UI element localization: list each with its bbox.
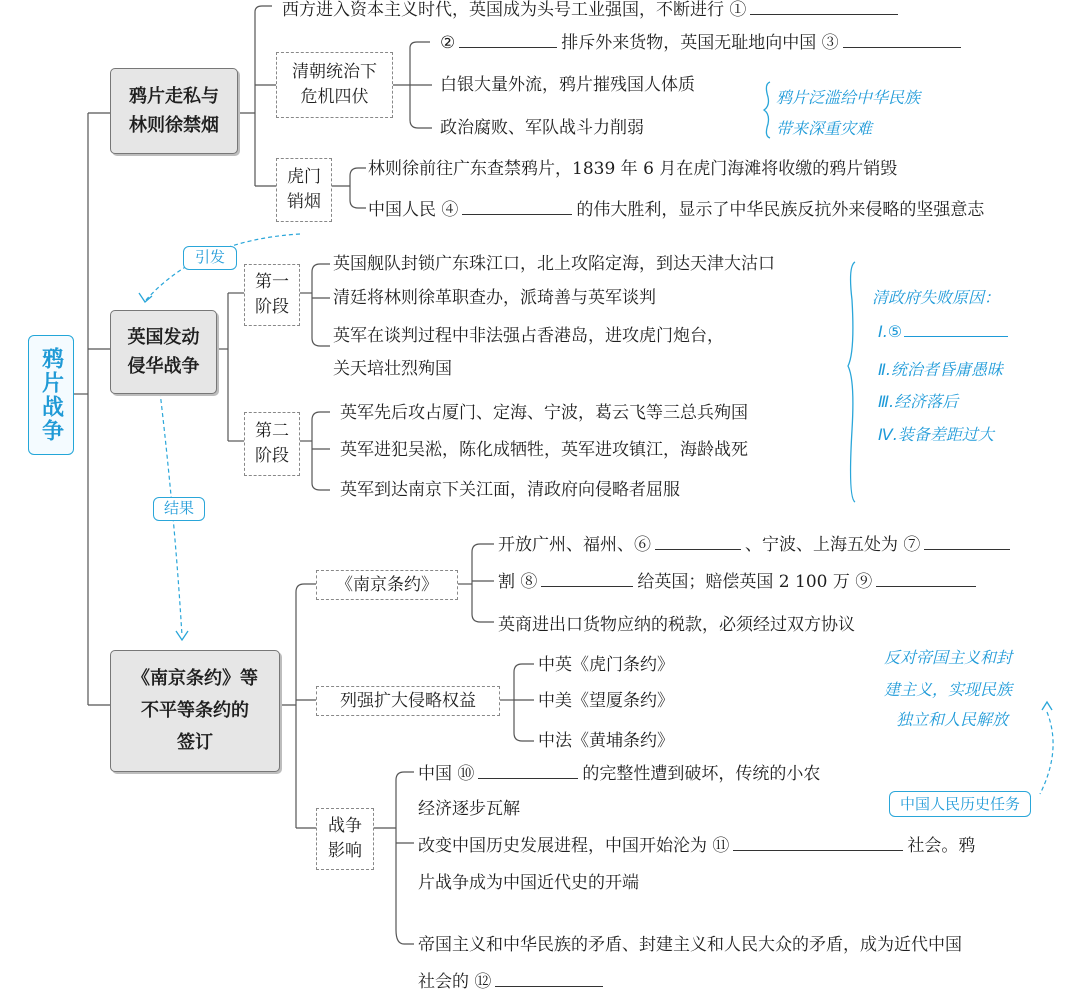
section-title-line: 鸦片走私与 xyxy=(129,86,219,107)
reason-1: Ⅰ.⑤ xyxy=(878,320,1008,342)
section-opium-smuggling xyxy=(110,68,238,154)
task-note-1: 反对帝国主义和封 xyxy=(884,648,1013,667)
section-title-line: 林则徐禁烟 xyxy=(129,115,219,136)
crisis-box: 清朝统治下 危机四伏 xyxy=(276,52,393,118)
stage1-item-3a: 英军在谈判过程中非法强占香港岛，进攻虎门炮台， xyxy=(333,326,724,346)
nanjing-item-1: 开放广州、福州、⑥ 、宁波、上海五处为 ⑦ xyxy=(498,533,1010,556)
impact-item-2b: 片战争成为中国近代史的开端 xyxy=(418,873,639,893)
stage1-item-1: 英国舰队封锁广东珠江口，北上攻陷定海，到达天津大沽口 xyxy=(333,254,775,274)
root-node: 鸦片战争 xyxy=(28,335,74,455)
section-british-war: 英国发动 侵华战争 xyxy=(110,310,217,394)
note-opium-disaster-1: 鸦片泛滥给中华民族 xyxy=(776,88,921,107)
impact-item-3a: 帝国主义和中华民族的矛盾、封建主义和人民大众的矛盾，成为近代中国 xyxy=(418,935,962,955)
impact-item-1b: 经济逐步瓦解 xyxy=(418,799,520,819)
humen-item-1: 林则徐前往广东查禁鸦片，1839 年 6 月在虎门海滩将收缴的鸦片销毁 xyxy=(368,159,898,179)
task-note-3: 独立和人民解放 xyxy=(896,710,1009,729)
sec1-intro: 西方进入资本主义时代，英国成为头号工业强国，不断进行 ① xyxy=(282,0,898,21)
stage1-item-3b: 关天培壮烈殉国 xyxy=(333,359,452,379)
powers-item-1: 中英《虎门条约》 xyxy=(538,655,674,675)
reason-2: Ⅱ.统治者昏庸愚昧 xyxy=(878,360,1003,379)
nanjing-item-3: 英商进出口货物应纳的税款，必须经过双方协议 xyxy=(498,615,855,635)
powers-item-2: 中美《望厦条约》 xyxy=(538,691,674,711)
trigger-label: 引发 xyxy=(183,246,237,270)
stage-1-box: 第一 阶段 xyxy=(244,264,300,326)
stage2-item-3: 英军到达南京下关江面，清政府向侵略者屈服 xyxy=(340,480,680,500)
note-opium-disaster-2: 带来深重灾难 xyxy=(776,119,873,138)
impact-item-2a: 改变中国历史发展进程，中国开始沦为 ⑪ 社会。鸦 xyxy=(418,836,976,856)
stage2-item-1: 英军先后攻占厦门、定海、宁波，葛云飞等三总兵殉国 xyxy=(340,403,748,423)
impact-item-1a: 中国 ⑩ 的完整性遭到破坏，传统的小农 xyxy=(418,764,821,784)
humen-box: 虎门 销烟 xyxy=(276,158,332,222)
nanjing-item-2: 割 ⑧ 给英国；赔偿英国 2 100 万 ⑨ xyxy=(498,570,976,593)
crisis-item-1: ② 排斥外来货物，英国无耻地向中国 ③ xyxy=(440,31,961,54)
impact-item-3b: 社会的 ⑫ xyxy=(418,970,603,993)
crisis-item-3: 政治腐败、军队战斗力削弱 xyxy=(440,118,644,138)
result-label: 结果 xyxy=(153,497,205,521)
stage1-item-2: 清廷将林则徐革职查办，派琦善与英军谈判 xyxy=(333,288,656,308)
nanjing-treaty-box: 《南京条约》 xyxy=(316,570,458,600)
powers-box: 列强扩大侵略权益 xyxy=(316,686,500,716)
task-label: 中国人民历史任务 xyxy=(889,791,1031,817)
reason-3: Ⅲ.经济落后 xyxy=(878,392,959,411)
powers-item-3: 中法《黄埔条约》 xyxy=(538,731,674,751)
task-note-2: 建主义，实现民族 xyxy=(884,680,1013,699)
impact-box: 战争 影响 xyxy=(316,808,374,870)
stage2-item-2: 英军进犯吴淞，陈化成牺牲，英军进攻镇江，海龄战死 xyxy=(340,440,748,460)
section-unequal-treaties: 《南京条约》等 不平等条约的 签订 xyxy=(110,650,280,772)
humen-item-2: 中国人民 ④ 的伟大胜利，显示了中华民族反抗外来侵略的坚强意志 xyxy=(368,200,985,220)
crisis-item-2: 白银大量外流，鸦片摧残国人体质 xyxy=(440,75,695,95)
reason-4: Ⅳ.装备差距过大 xyxy=(878,425,994,444)
reasons-title: 清政府失败原因： xyxy=(872,288,1001,307)
stage-2-box: 第二 阶段 xyxy=(244,412,300,476)
